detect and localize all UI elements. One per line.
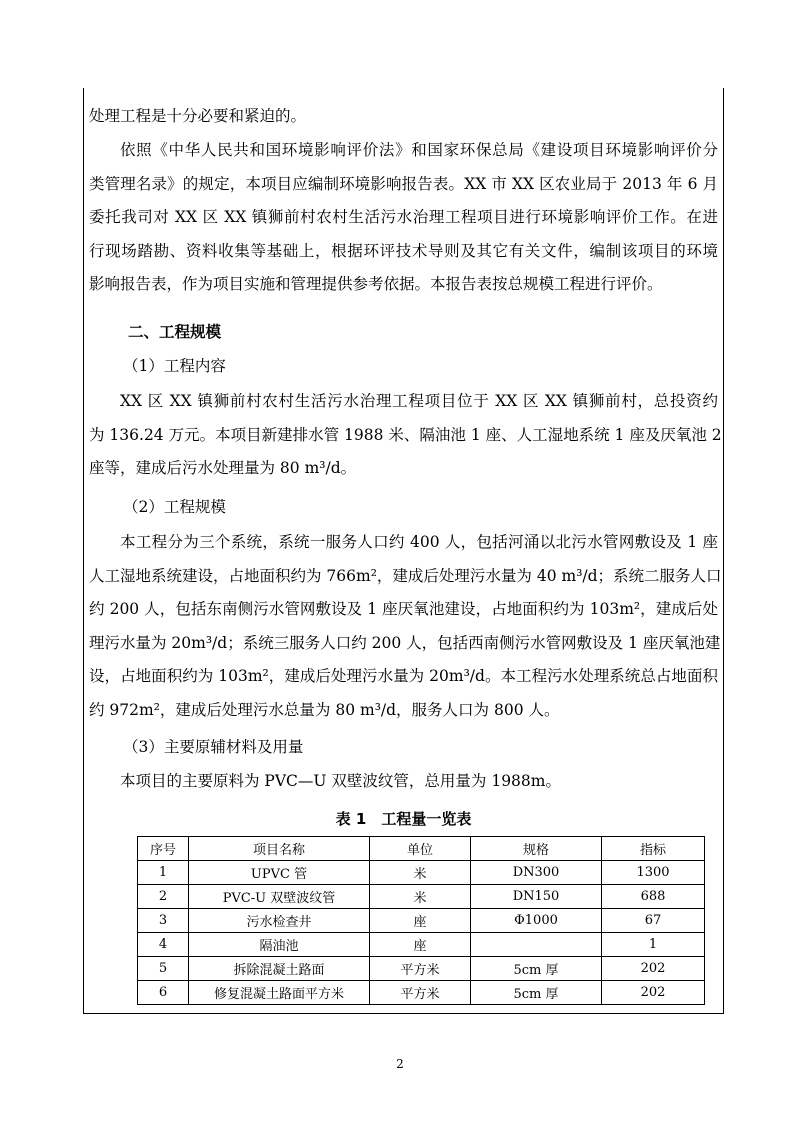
table-header-cell: 指标: [602, 837, 705, 861]
table-cell: 4: [138, 933, 189, 957]
table-cell: 米: [370, 861, 471, 885]
table-cell: 平方米: [370, 981, 471, 1005]
table-cell: 6: [138, 981, 189, 1005]
paragraph-project-content: [83, 385, 724, 486]
table-cell: DN150: [471, 885, 602, 909]
table-cell: [471, 933, 602, 957]
table-header-cell: 单位: [370, 837, 471, 861]
section-heading: 二、工程规模: [128, 323, 222, 341]
table-header-cell: 项目名称: [189, 837, 370, 861]
text-line: 处理工程是十分必要和紧迫的。: [89, 107, 307, 125]
table-row: [138, 909, 705, 933]
text-line: 约 972m²，建成后处理污水总量为 80 m³/d，服务人口为 800 人。: [89, 700, 560, 719]
table-cell: PVC-U 双壁波纹管: [189, 885, 370, 909]
table-cell: Φ1000: [471, 909, 602, 933]
table-caption: 表 1 工程量一览表: [335, 810, 472, 828]
text-line: 依照《中华人民共和国环境影响评价法》和国家环保总局《建设项目环境影响评价分: [120, 141, 718, 159]
paragraph-intro-end: [83, 100, 724, 134]
table-row: [138, 933, 705, 957]
table-cell: 202: [602, 981, 705, 1005]
paragraph-project-scale: [83, 526, 724, 727]
table-header-cell: 规格: [471, 837, 602, 861]
text-line: 影响报告表，作为项目实施和管理提供参考依据。本报告表按总规模工程进行评价。: [89, 275, 663, 293]
table-cell: 1300: [602, 861, 705, 885]
table-cell: 5cm 厚: [471, 981, 602, 1005]
text-line: 人工湿地系统建设，占地面积约为 766m²，建成后处理污水量为 40 m³/d；系统二服务人口: [89, 566, 722, 585]
page-number: 2: [396, 1057, 404, 1071]
table-row: [138, 957, 705, 981]
table-cell: 5: [138, 957, 189, 981]
text-line: 本项目的主要原料为 PVC—U 双壁波纹管，总用量为 1988m。: [120, 772, 561, 790]
table-cell: 污水检查井: [189, 909, 370, 933]
table-cell: 688: [602, 885, 705, 909]
table-cell: 隔油池: [189, 933, 370, 957]
table-cell: 202: [602, 957, 705, 981]
paragraph-legal-basis: [83, 134, 724, 302]
table-row: [138, 981, 705, 1005]
text-line: 理污水量为 20m³/d；系统三服务人口约 200 人，包括西南侧污水管网敷设及 1 座厌氧池建: [89, 633, 721, 652]
table-cell: 1: [602, 933, 705, 957]
table-row: [138, 885, 705, 909]
text-line: XX 区 XX 镇狮前村农村生活污水治理工程项目位于 XX 区 XX 镇狮前村，总投资约: [120, 392, 718, 410]
table-row: [138, 861, 705, 885]
text-line: 为 136.24 万元。本项目新建排水管 1988 米、隔油池 1 座、人工湿地系统 1 座及厌氧池 2: [89, 425, 722, 444]
paragraph-materials: [83, 765, 724, 799]
text-line: 行现场踏勘、资料收集等基础上，根据环评技术导则及其它有关文件，编制该项目的环境: [89, 241, 718, 260]
table-cell: 3: [138, 909, 189, 933]
table-cell: 5cm 厚: [471, 957, 602, 981]
table-cell: 米: [370, 885, 471, 909]
table-cell: 2: [138, 885, 189, 909]
subsection-heading: （2）工程规模: [123, 498, 226, 516]
table-cell: 修复混凝土路面平方米: [189, 981, 370, 1005]
table-cell: UPVC 管: [189, 861, 370, 885]
text-line: 设，占地面积约为 103m²，建成后处理污水量为 20m³/d。本工程污水处理系统总占地面积: [89, 667, 718, 685]
table-header-cell: 序号: [138, 837, 189, 861]
quantities-table: [137, 836, 705, 1005]
table-header-row: [138, 837, 705, 861]
table-cell: 1: [138, 861, 189, 885]
text-line: 委托我司对 XX 区 XX 镇狮前村农村生活污水治理工程项目进行环境影响评价工作。在进: [89, 208, 718, 226]
table-cell: DN300: [471, 861, 602, 885]
text-line: 本工程分为三个系统，系统一服务人口约 400 人，包括河涌以北污水管网敷设及 1 座: [120, 533, 718, 551]
text-line: 约 200 人，包括东南侧污水管网敷设及 1 座厌氧池建设，占地面积约为 103m²，建成后处: [89, 600, 718, 618]
text-line: 座等，建成后污水处理量为 80 m³/d。: [89, 459, 357, 477]
text-line: 类管理名录》的规定，本项目应编制环境影响报告表。XX 市 XX 区农业局于 2013 年 6 月: [89, 174, 718, 193]
table-cell: 座: [370, 933, 471, 957]
table-cell: 拆除混凝土路面: [189, 957, 370, 981]
subsection-heading: （3）主要原辅材料及用量: [123, 738, 304, 756]
table-cell: 座: [370, 909, 471, 933]
table-cell: 67: [602, 909, 705, 933]
table-cell: 平方米: [370, 957, 471, 981]
subsection-heading: （1）工程内容: [123, 357, 226, 375]
